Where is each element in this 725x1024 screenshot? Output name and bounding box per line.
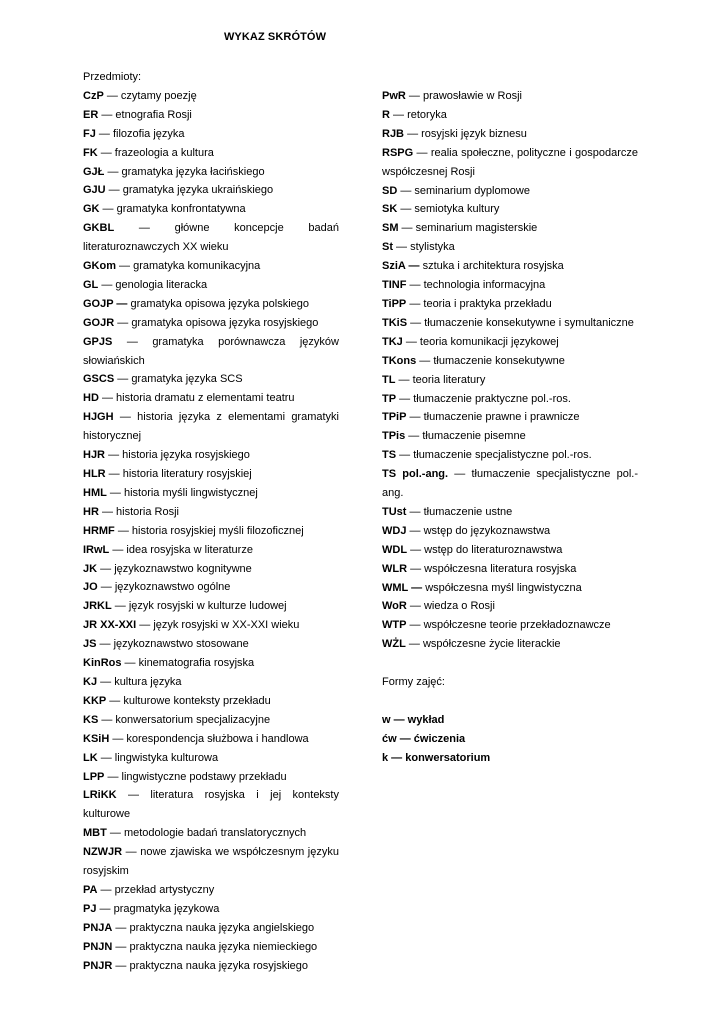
abbreviation-entry bbox=[83, 843, 339, 881]
abbreviation-code: WDJ bbox=[382, 524, 407, 537]
abbreviation-description: teoria literatury bbox=[412, 373, 486, 386]
abbreviation-code: GJŁ bbox=[83, 165, 105, 178]
abbreviation-entry bbox=[382, 541, 638, 560]
right-abbreviation-list bbox=[382, 87, 638, 654]
abbreviation-description: sztuka i architektura rosyjska bbox=[422, 260, 564, 273]
abbreviation-code: WDL bbox=[382, 543, 408, 556]
abbreviation-description: frazeologia a kultura bbox=[114, 146, 214, 159]
abbreviation-entry bbox=[83, 522, 339, 541]
abbreviation-separator: — bbox=[112, 335, 153, 348]
abbreviation-code: ER bbox=[83, 108, 99, 121]
abbreviation-entry bbox=[83, 692, 339, 711]
abbreviation-entry bbox=[83, 106, 339, 125]
abbreviation-description: wstęp do językoznawstwa bbox=[423, 524, 551, 537]
spacer bbox=[382, 654, 638, 673]
abbreviation-entry bbox=[83, 370, 339, 389]
abbreviation-code: PJ bbox=[83, 902, 97, 915]
abbreviation-entry bbox=[83, 144, 339, 163]
abbreviation-entry bbox=[83, 919, 339, 938]
abbreviation-description: semiotyka kultury bbox=[414, 203, 500, 216]
abbreviation-description: gramatyka opisowa języka rosyjskiego bbox=[131, 316, 319, 329]
abbreviation-entry bbox=[83, 163, 339, 182]
abbreviation-separator: — bbox=[114, 373, 132, 386]
abbreviation-separator: — bbox=[406, 524, 424, 537]
subjects-heading: Przedmioty: bbox=[83, 71, 142, 83]
left-column bbox=[83, 68, 339, 975]
abbreviation-code: TiPP bbox=[382, 297, 407, 310]
abbreviation-entry bbox=[83, 881, 339, 900]
abbreviation-separator: — bbox=[406, 505, 424, 518]
abbreviation-entry bbox=[382, 125, 638, 144]
abbreviation-entry bbox=[382, 238, 638, 257]
abbreviation-code: TPis bbox=[382, 430, 406, 443]
abbreviation-description: czytamy poezję bbox=[120, 89, 197, 102]
abbreviation-entry bbox=[382, 106, 638, 125]
abbreviation-separator: — bbox=[98, 505, 117, 518]
abbreviation-code: R bbox=[382, 108, 390, 121]
abbreviation-separator: — bbox=[405, 430, 423, 443]
abbreviation-separator: — bbox=[97, 562, 115, 575]
abbreviation-code: GSCS bbox=[83, 373, 115, 386]
abbreviation-entry bbox=[83, 957, 339, 976]
abbreviation-code: CzP bbox=[83, 89, 104, 102]
abbreviation-description: tłumaczenie pisemne bbox=[422, 430, 526, 443]
abbreviation-entry bbox=[382, 182, 638, 201]
abbreviation-entry bbox=[382, 200, 638, 219]
spacer bbox=[382, 692, 638, 711]
abbreviation-entry bbox=[382, 597, 638, 616]
abbreviation-code: SM bbox=[382, 222, 399, 235]
abbreviation-description: teoria komunikacji językowej bbox=[419, 335, 559, 348]
abbreviation-entry bbox=[83, 200, 339, 219]
abbreviation-entry bbox=[382, 616, 638, 635]
abbreviation-description: lingwistyczne podstawy przekładu bbox=[121, 770, 287, 783]
abbreviation-entry bbox=[83, 938, 339, 957]
abbreviation-description: historia dramatu z elementami teatru bbox=[116, 392, 295, 405]
abbreviation-code: HD bbox=[83, 392, 99, 405]
abbreviation-description: język rosyjski w kulturze ludowej bbox=[128, 600, 287, 613]
abbreviation-description: literatura rosyjska i jej konteksty kulturowe bbox=[83, 789, 339, 821]
abbreviation-entry bbox=[382, 427, 638, 446]
abbreviation-entry bbox=[382, 314, 638, 333]
abbreviation-code: RSPG bbox=[382, 146, 414, 159]
abbreviation-description: współczesna literatura rosyjska bbox=[424, 562, 577, 575]
abbreviation-code: JO bbox=[83, 581, 98, 594]
abbreviation-code: GK bbox=[83, 203, 100, 216]
abbreviation-code: TS bbox=[382, 449, 397, 462]
abbreviation-separator: — bbox=[98, 713, 116, 726]
abbreviation-description: technologia informacyjna bbox=[423, 279, 546, 292]
class-form-item: k — konwersatorium bbox=[382, 751, 491, 764]
abbreviation-description: współczesne teorie przekładoznawcze bbox=[423, 619, 611, 632]
abbreviation-entry bbox=[83, 541, 339, 560]
abbreviation-description: historia języka z elementami gramatyki historycznej bbox=[83, 411, 339, 443]
abbreviation-entry bbox=[382, 579, 638, 598]
abbreviation-separator: — bbox=[407, 543, 425, 556]
abbreviation-entry bbox=[83, 824, 339, 843]
abbreviation-code: TP bbox=[382, 392, 397, 405]
abbreviation-code: GPJS bbox=[83, 335, 113, 348]
abbreviation-separator: — bbox=[406, 411, 424, 424]
abbreviation-code: WŻL bbox=[382, 638, 406, 651]
abbreviation-separator: — bbox=[114, 222, 175, 235]
abbreviation-code: GJU bbox=[83, 184, 106, 197]
abbreviation-separator: — bbox=[95, 127, 113, 140]
abbreviation-separator: — bbox=[99, 203, 117, 216]
abbreviation-separator: — bbox=[405, 90, 423, 102]
abbreviation-description: gramatyka komunikacyjna bbox=[133, 260, 261, 273]
abbreviation-separator: — bbox=[97, 581, 115, 594]
abbreviation-separator: — bbox=[109, 543, 127, 556]
abbreviation-description: tłumaczenie ustne bbox=[423, 505, 513, 518]
abbreviation-entry bbox=[83, 219, 339, 257]
abbreviation-code: SD bbox=[382, 184, 398, 197]
abbreviation-code: RJB bbox=[382, 127, 405, 140]
abbreviation-separator: — bbox=[104, 770, 122, 783]
abbreviation-entry bbox=[382, 446, 638, 465]
abbreviation-description: praktyczna nauka języka rosyjskiego bbox=[129, 959, 308, 972]
abbreviation-description: seminarium magisterskie bbox=[415, 222, 538, 235]
abbreviation-separator: — bbox=[106, 694, 124, 707]
abbreviation-separator: — bbox=[104, 165, 122, 178]
abbreviation-separator: — bbox=[103, 89, 121, 102]
abbreviation-entry bbox=[83, 635, 339, 654]
abbreviation-code: HML bbox=[83, 486, 107, 499]
abbreviation-code: JR XX-XXI bbox=[83, 619, 137, 632]
abbreviation-description: językoznawstwo stosowane bbox=[113, 638, 249, 651]
abbreviation-separator: — bbox=[116, 260, 134, 273]
abbreviation-separator: — bbox=[396, 392, 414, 405]
abbreviation-entry bbox=[83, 389, 339, 408]
abbreviation-description: lingwistyka kulturowa bbox=[114, 751, 219, 764]
abbreviation-separator: — bbox=[395, 373, 413, 386]
left-abbreviation-list bbox=[83, 87, 339, 976]
abbreviation-separator: — bbox=[406, 279, 424, 292]
abbreviation-code: TKiS bbox=[382, 316, 408, 329]
abbreviation-code: TS pol.-ang. bbox=[382, 468, 449, 481]
abbreviation-description: językoznawstwo ogólne bbox=[114, 581, 231, 594]
abbreviation-separator: — bbox=[407, 562, 425, 575]
abbreviation-separator: — bbox=[106, 827, 124, 840]
abbreviation-separator: — bbox=[96, 902, 114, 915]
abbreviation-description: współczesne życie literackie bbox=[422, 638, 561, 651]
abbreviation-code: WoR bbox=[382, 600, 407, 613]
abbreviation-description: historia rosyjskiej myśli filozoficznej bbox=[131, 524, 304, 537]
abbreviation-description: idea rosyjska w literaturze bbox=[126, 543, 253, 556]
abbreviation-separator: — bbox=[105, 184, 123, 197]
abbreviation-description: gramatyka języka łacińskiego bbox=[121, 165, 265, 178]
abbreviation-description: kinematografia rosyjska bbox=[138, 657, 255, 670]
abbreviation-entry bbox=[83, 768, 339, 787]
abbreviation-description: teoria i praktyka przekładu bbox=[423, 297, 552, 310]
abbreviation-description: językoznawstwo kognitywne bbox=[114, 562, 252, 575]
abbreviation-description: genologia literacka bbox=[115, 278, 208, 291]
abbreviation-description: prawosławie w Rosji bbox=[422, 90, 523, 102]
abbreviation-separator: — bbox=[105, 468, 123, 481]
abbreviation-separator: — bbox=[397, 184, 415, 197]
abbreviation-entry bbox=[382, 503, 638, 522]
abbreviation-separator: — bbox=[416, 354, 434, 367]
abbreviation-code: TKJ bbox=[382, 335, 403, 348]
abbreviation-entry bbox=[83, 295, 339, 314]
abbreviation-description: kultura języka bbox=[114, 675, 182, 688]
abbreviation-separator: — bbox=[136, 619, 154, 632]
abbreviation-separator: — bbox=[389, 108, 408, 121]
abbreviation-separator: — bbox=[96, 638, 114, 651]
abbreviation-description: gramatyka języka ukraińskiego bbox=[122, 184, 274, 197]
abbreviation-entry bbox=[83, 257, 339, 276]
abbreviation-entry bbox=[382, 522, 638, 541]
abbreviation-code: PNJN bbox=[83, 940, 113, 953]
abbreviation-separator: — bbox=[413, 146, 431, 159]
abbreviation-description: stylistyka bbox=[410, 241, 455, 254]
abbreviation-separator: — bbox=[105, 449, 123, 462]
abbreviation-separator: — bbox=[111, 600, 129, 613]
abbreviation-entry bbox=[83, 616, 339, 635]
abbreviation-separator: — bbox=[98, 108, 116, 121]
abbreviation-code: PNJR bbox=[83, 959, 113, 972]
abbreviation-entry bbox=[83, 276, 339, 295]
abbreviation-description: gramatyka porównawcza języków słowiańskich bbox=[83, 335, 339, 367]
abbreviation-entry bbox=[83, 181, 339, 200]
abbreviation-description: rosyjski język biznesu bbox=[421, 127, 527, 140]
abbreviation-description: kulturowe konteksty przekładu bbox=[123, 694, 271, 707]
abbreviation-separator: — bbox=[396, 449, 414, 462]
forms-heading: Formy zajęć: bbox=[382, 676, 445, 689]
right-column bbox=[382, 87, 638, 768]
abbreviation-code: WTP bbox=[382, 619, 407, 632]
abbreviation-separator: — bbox=[106, 486, 124, 499]
abbreviation-entry bbox=[382, 276, 638, 295]
abbreviation-separator: — bbox=[406, 600, 424, 613]
abbreviation-description: gramatyka opisowa języka polskiego bbox=[130, 297, 310, 310]
abbreviation-description: korespondencja służbowa i handlowa bbox=[126, 732, 309, 745]
abbreviation-description: historia Rosji bbox=[116, 505, 179, 518]
abbreviation-entry bbox=[382, 219, 638, 238]
abbreviation-code: TINF bbox=[382, 279, 407, 292]
abbreviation-separator: — bbox=[398, 222, 416, 235]
abbreviation-entry bbox=[83, 446, 339, 465]
abbreviation-description: retoryka bbox=[407, 108, 447, 121]
abbreviation-description: współczesna myśl lingwistyczna bbox=[425, 581, 582, 594]
abbreviation-separator: — bbox=[122, 846, 141, 859]
abbreviation-code: TKons bbox=[382, 354, 417, 367]
abbreviation-description: metodologie badań translatorycznych bbox=[123, 827, 307, 840]
abbreviation-description: pragmatyka językowa bbox=[113, 902, 220, 915]
abbreviation-entry bbox=[83, 87, 339, 106]
abbreviation-description: praktyczna nauka języka niemieckiego bbox=[129, 940, 318, 953]
abbreviation-separator: — bbox=[98, 278, 116, 291]
abbreviation-entry bbox=[382, 635, 638, 654]
abbreviation-description: tłumaczenie praktyczne pol.-ros. bbox=[413, 392, 571, 405]
abbreviation-entry bbox=[83, 578, 339, 597]
abbreviation-code: HRMF bbox=[83, 524, 115, 537]
abbreviation-code: TUst bbox=[382, 505, 407, 518]
abbreviation-code: JS bbox=[83, 638, 97, 651]
abbreviation-entry bbox=[83, 786, 339, 824]
abbreviation-code: PA bbox=[83, 883, 98, 896]
abbreviation-entry bbox=[83, 125, 339, 144]
abbreviation-description: wiedza o Rosji bbox=[423, 600, 495, 613]
abbreviation-code: SziA — bbox=[382, 260, 420, 273]
abbreviation-separator: — bbox=[112, 959, 130, 972]
abbreviation-description: praktyczna nauka języka angielskiego bbox=[129, 921, 315, 934]
abbreviation-entry bbox=[83, 333, 339, 371]
abbreviation-code: HJR bbox=[83, 449, 106, 462]
abbreviation-entry bbox=[382, 560, 638, 579]
abbreviation-entry bbox=[83, 730, 339, 749]
abbreviation-code: NZWJR bbox=[83, 846, 123, 859]
abbreviation-entry bbox=[382, 465, 638, 503]
abbreviation-description: realia społeczne, polityczne i gospodarcze współczesnej Rosji bbox=[382, 146, 638, 178]
abbreviation-code: LRiKK bbox=[83, 789, 117, 802]
abbreviation-code: KKP bbox=[83, 694, 107, 707]
abbreviation-code: St bbox=[382, 241, 393, 254]
abbreviation-separator: — bbox=[109, 732, 127, 745]
abbreviation-description: tłumaczenie konsekutywne bbox=[433, 354, 565, 367]
abbreviation-code: PwR bbox=[382, 90, 406, 102]
abbreviation-separator: — bbox=[393, 241, 411, 254]
forms-list bbox=[382, 711, 638, 768]
abbreviation-code: KSiH bbox=[83, 732, 110, 745]
abbreviation-entry bbox=[83, 711, 339, 730]
abbreviation-description: seminarium dyplomowe bbox=[414, 184, 530, 197]
abbreviation-code: GOJP — bbox=[83, 297, 128, 310]
abbreviation-entry bbox=[83, 673, 339, 692]
abbreviation-description: historia literatury rosyjskiej bbox=[122, 468, 252, 481]
abbreviation-separator: — bbox=[405, 638, 423, 651]
abbreviation-separator: — bbox=[97, 751, 115, 764]
abbreviation-entry bbox=[382, 87, 638, 106]
abbreviation-entry bbox=[382, 390, 638, 409]
abbreviation-description: gramatyka konfrontatywna bbox=[116, 203, 246, 216]
abbreviation-separator: — bbox=[402, 335, 420, 348]
abbreviation-separator: — bbox=[397, 203, 415, 216]
abbreviation-code: FJ bbox=[83, 127, 96, 140]
abbreviation-code: WLR bbox=[382, 562, 408, 575]
abbreviation-separator: — bbox=[404, 127, 422, 140]
class-form-item: ćw — ćwiczenia bbox=[382, 732, 466, 745]
abbreviation-entry bbox=[83, 503, 339, 522]
abbreviation-description: tłumaczenie prawne i prawnicze bbox=[423, 411, 580, 424]
abbreviation-separator: — bbox=[448, 468, 472, 481]
abbreviation-description: nowe zjawiska we współczesnym języku rosyjskim bbox=[83, 846, 339, 878]
abbreviation-entry bbox=[382, 257, 638, 276]
abbreviation-code: GOJR bbox=[83, 316, 115, 329]
abbreviation-entry bbox=[83, 465, 339, 484]
abbreviation-code: GKBL bbox=[83, 222, 115, 235]
abbreviation-code: HLR bbox=[83, 468, 106, 481]
abbreviation-code: HJGH bbox=[83, 411, 114, 424]
abbreviation-description: historia języka rosyjskiego bbox=[122, 449, 250, 462]
abbreviation-separator: — bbox=[116, 789, 151, 802]
abbreviation-description: filozofia języka bbox=[112, 127, 185, 140]
abbreviation-separator: — bbox=[406, 619, 424, 632]
abbreviation-separator: — bbox=[113, 411, 138, 424]
abbreviation-code: JK bbox=[83, 562, 98, 575]
abbreviation-separator: — bbox=[112, 940, 130, 953]
abbreviation-code: PNJA bbox=[83, 921, 113, 934]
abbreviation-entry bbox=[83, 654, 339, 673]
abbreviation-entry bbox=[382, 408, 638, 427]
abbreviation-description: przekład artystyczny bbox=[114, 883, 215, 896]
abbreviation-description: język rosyjski w XX-XXI wieku bbox=[153, 619, 300, 632]
abbreviation-entry bbox=[382, 144, 638, 182]
abbreviation-description: tłumaczenie specjalistyczne pol.-ros. bbox=[413, 449, 592, 462]
abbreviation-separator: — bbox=[97, 675, 115, 688]
abbreviation-entry bbox=[83, 484, 339, 503]
abbreviation-entry bbox=[83, 408, 339, 446]
abbreviation-description: tłumaczenie specjalistyczne pol.-ang. bbox=[382, 468, 638, 500]
abbreviation-entry bbox=[382, 371, 638, 390]
abbreviation-separator: — bbox=[121, 657, 139, 670]
abbreviation-code: LK bbox=[83, 751, 98, 764]
abbreviation-description: etnografia Rosji bbox=[115, 108, 192, 121]
abbreviation-entry bbox=[83, 749, 339, 768]
abbreviation-code: MBT bbox=[83, 827, 107, 840]
abbreviation-separator: — bbox=[97, 146, 115, 159]
abbreviation-description: główne koncepcje badań literaturoznawczych XX wieku bbox=[83, 222, 339, 254]
abbreviation-code: FK bbox=[83, 146, 98, 159]
abbreviation-code: LPP bbox=[83, 770, 105, 783]
document-title: WYKAZ SKRÓTÓW bbox=[223, 31, 327, 43]
abbreviation-entry bbox=[382, 295, 638, 314]
abbreviation-code: IRwL bbox=[83, 543, 110, 556]
abbreviation-description: gramatyka języka SCS bbox=[131, 373, 243, 386]
abbreviation-separator: — bbox=[114, 524, 132, 537]
abbreviation-code: SK bbox=[382, 203, 398, 216]
abbreviation-entry bbox=[83, 560, 339, 579]
abbreviation-separator: — bbox=[97, 883, 115, 896]
abbreviation-entry bbox=[83, 597, 339, 616]
abbreviation-code: KinRos bbox=[83, 657, 122, 670]
abbreviation-entry bbox=[83, 900, 339, 919]
abbreviation-entry bbox=[382, 352, 638, 371]
abbreviation-description: konwersatorium specjalizacyjne bbox=[115, 713, 271, 726]
abbreviation-separator: — bbox=[406, 297, 424, 310]
abbreviation-separator: — bbox=[98, 392, 117, 405]
abbreviation-description: tłumaczenie konsekutywne i symultaniczne bbox=[424, 316, 634, 329]
abbreviation-separator: — bbox=[112, 921, 130, 934]
abbreviation-code: KS bbox=[83, 713, 99, 726]
abbreviation-code: HR bbox=[83, 505, 99, 518]
abbreviation-code: WML — bbox=[382, 581, 423, 594]
abbreviation-entry bbox=[83, 314, 339, 333]
abbreviation-separator: — bbox=[114, 316, 132, 329]
abbreviation-description: wstęp do literaturoznawstwa bbox=[424, 543, 563, 556]
abbreviation-code: JRKL bbox=[83, 600, 112, 613]
abbreviation-code: TPiP bbox=[382, 411, 407, 424]
abbreviation-code: GKom bbox=[83, 260, 116, 273]
abbreviation-code: GL bbox=[83, 278, 99, 291]
abbreviation-entry bbox=[382, 333, 638, 352]
abbreviation-code: KJ bbox=[83, 675, 98, 688]
abbreviation-description: historia myśli lingwistycznej bbox=[123, 486, 258, 499]
abbreviation-separator: — bbox=[407, 316, 425, 329]
abbreviation-code: TL bbox=[382, 373, 396, 386]
class-form-item: w — wykład bbox=[382, 713, 445, 726]
